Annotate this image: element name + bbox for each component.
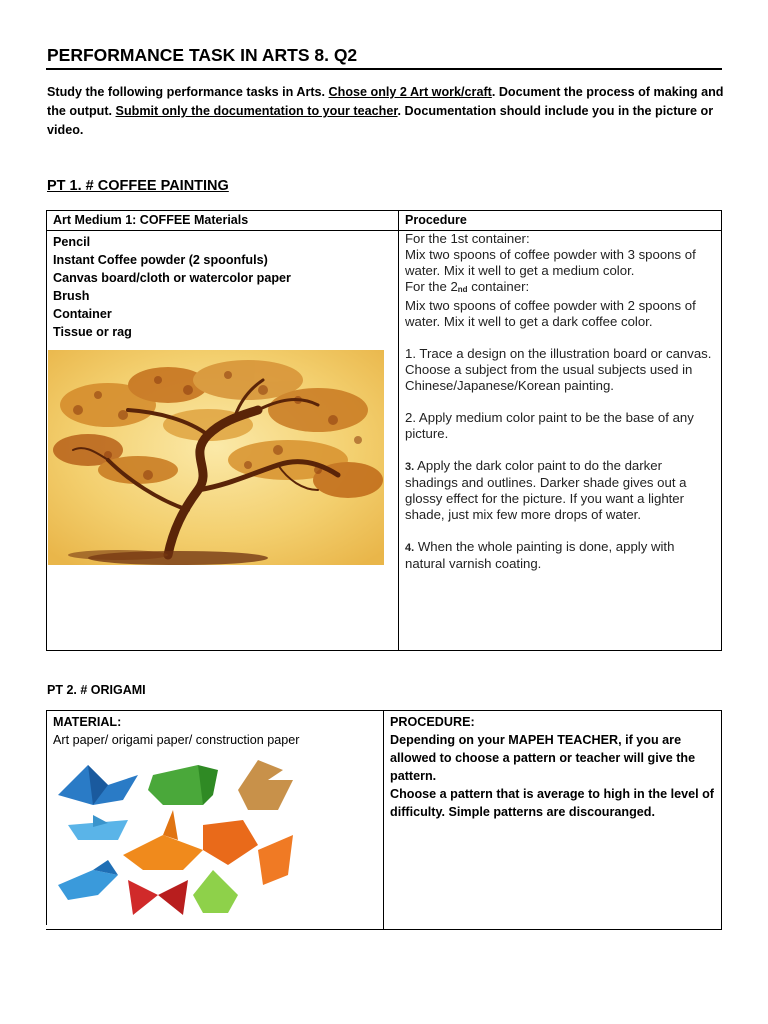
materials-header: Art Medium 1: COFFEE Materials: [47, 211, 399, 231]
container2-text: Mix two spoons of coffee powder with 2 spoons of water. Mix it well to get a dark coffee color.: [405, 298, 696, 329]
origami-material-cell: [47, 711, 384, 930]
pt1-heading-text: PT 1. # COFFEE PAINTING: [47, 178, 229, 194]
procedure-step-1: 1. Trace a design on the illustration board or canvas. Choose a subject from the usual subjects used in Chinese/Japanese/Korean painting.: [405, 346, 712, 393]
procedure-text: [399, 231, 721, 572]
intro-text-1: Study the following performance tasks in Arts.: [47, 85, 329, 99]
procedure-step-2: 2. Apply medium color paint to be the base of any picture.: [405, 410, 694, 441]
procedure-cell: [399, 231, 722, 651]
container2-label-ordinal: nd: [457, 285, 468, 294]
pt1-heading: [47, 178, 229, 194]
procedure-paragraph-1: Depending on your MAPEH TEACHER, if you are allowed to choose a pattern or teacher will give the pattern.: [390, 733, 696, 783]
origami-figures-image: [53, 755, 303, 915]
intro-text-3: . Documentation should include you in the picture or video.: [47, 104, 714, 137]
material-item: Tissue or rag: [53, 325, 132, 339]
intro-emphasis-2: Submit only the documentation to your teacher: [115, 104, 398, 118]
coffee-painting-table: [46, 210, 722, 651]
title-underline: [46, 68, 722, 70]
material-item: Container: [53, 307, 112, 321]
container1-label: For the 1st container:: [405, 231, 530, 246]
material-item: Canvas board/cloth or watercolor paper: [53, 271, 291, 285]
intro-text-2: . Document the process of making and the output.: [47, 85, 724, 118]
step4-number: 4.: [405, 542, 415, 554]
page-title: PERFORMANCE TASK IN ARTS 8. Q2: [47, 45, 358, 65]
step4-text: When the whole painting is done, apply with natural varnish coating.: [405, 539, 675, 571]
material-item: Instant Coffee powder (2 spoonfuls): [53, 253, 268, 267]
material-item: Brush: [53, 289, 90, 303]
instructions-paragraph: [47, 83, 727, 140]
container1-text: Mix two spoons of coffee powder with 3 spoons of water. Mix it well to get a medium color.: [405, 247, 696, 278]
material-item: Pencil: [53, 235, 91, 249]
material-label-text: MATERIAL:: [53, 715, 122, 729]
material-label: [53, 713, 377, 731]
step3-text: Apply the dark color paint to do the darker shadings and outlines. Darker shade gives out a glossy effect for the picture. If you want a lighter shade, just mix few more drops of water.: [405, 458, 687, 522]
procedure-step-3: [405, 458, 715, 523]
coffee-painting-image: [48, 350, 384, 565]
materials-list: [47, 231, 398, 341]
material-text: Art paper/ origami paper/ construction paper: [53, 733, 300, 747]
origami-table: [46, 710, 722, 930]
step3-number: 3.: [405, 461, 415, 473]
intro-emphasis-1: Chose only 2 Art work/craft: [328, 85, 492, 99]
procedure-label: PROCEDURE:: [390, 715, 475, 729]
container2-label-a: For the 2: [405, 279, 458, 294]
pt2-heading: PT 2. # ORIGAMI: [47, 683, 146, 697]
materials-cell: [47, 231, 399, 651]
origami-procedure-cell: [384, 711, 722, 930]
procedure-header: Procedure: [399, 211, 722, 231]
container2-label-b: container:: [467, 279, 530, 294]
table-bottom-mask: [46, 925, 296, 929]
container2-label: [405, 279, 715, 298]
procedure-step-4: [405, 539, 715, 572]
procedure-paragraph-2: Choose a pattern that is average to high in the level of difficulty. Simple patterns are discouranged.: [390, 787, 715, 819]
